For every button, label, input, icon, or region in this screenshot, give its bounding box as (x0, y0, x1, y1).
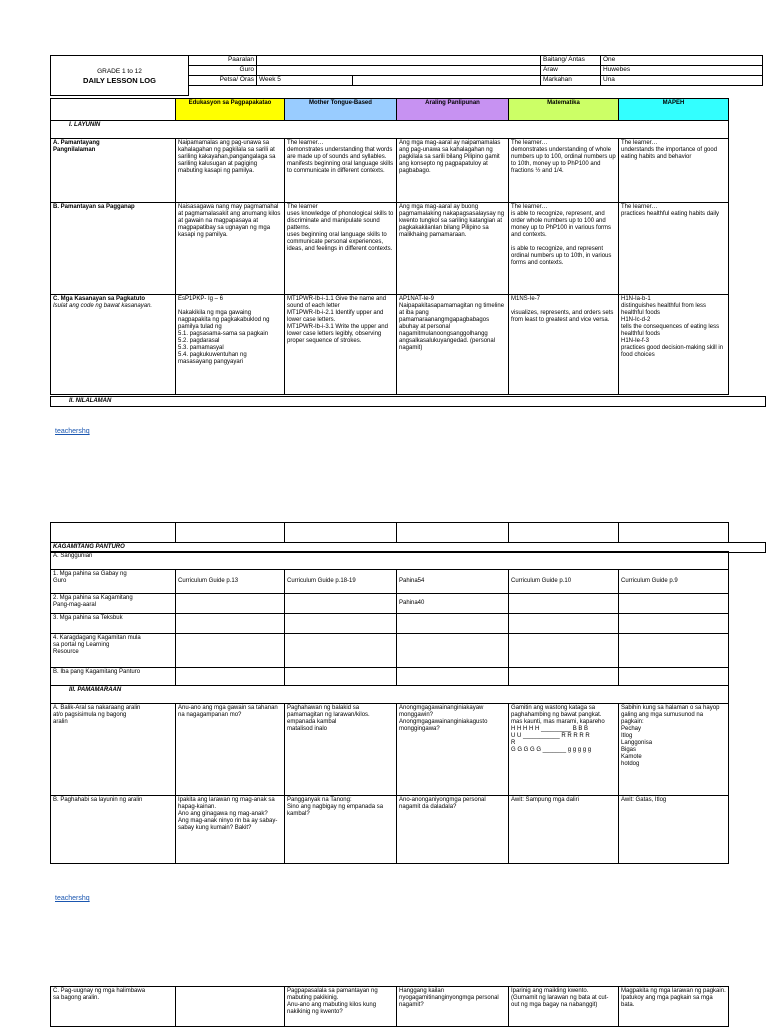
subject-header-row (51, 99, 729, 121)
markahan-value[interactable]: Una (601, 76, 763, 86)
cell-mtb[interactable] (285, 634, 397, 668)
table-row (51, 668, 729, 686)
table-row (51, 987, 729, 1027)
watermark-link[interactable]: teachershq (55, 895, 90, 902)
baitang-label: Baitang/ Antas (541, 56, 601, 66)
row-label: A. Balik-Aral sa nakaraang aralin at/o pagsisimula ng bagong aralin (51, 704, 176, 796)
araw-label: Araw (541, 66, 601, 76)
cell-mapeh[interactable]: Awit: Gatas, Itlog (619, 796, 729, 864)
subject-header-blank (51, 99, 176, 121)
cell-esp[interactable]: Anu-ano ang mga gawain sa tahanan na nagagampanan mo? (176, 704, 285, 796)
cell-mtb[interactable]: Curriculum Guide p.18-19 (285, 570, 397, 594)
cell-ap[interactable]: Pahina54 (397, 570, 509, 594)
cell-ap[interactable] (397, 634, 509, 668)
cell-math[interactable]: Awit: Sampung mga daliri (509, 796, 619, 864)
table-row (51, 570, 729, 594)
cell-math[interactable]: The learner… is able to recognize, represent, and order whole numbers up to 100 and money up to PhP100 in various forms and contexts. is able to recognize, and represent ordinal numbers up to 10th, in various forms and contexts. (509, 203, 619, 295)
cell-esp[interactable]: EsP1PKP- Ig – 6 Nakakikila ng mga gawaing nagpapakita ng pagkakabuklod ng pamilya tulad ng 5.1. pagsasama-sama sa pagkain 5.2. pagdarasal 5.3. pamamasyal 5.4. pagkukuwentuhan ng masasayang pangyayari (176, 295, 285, 395)
row-label: 1. Mga pahina sa Gabay ng Guro (51, 570, 176, 594)
grade-label: GRADE 1 to 12 (97, 68, 142, 76)
cell-ap[interactable]: AP1NAT-Ie-9 Naipapakitasapamamagitan ng timeline at iba pang pamamaraanangmgapagbabagos abuhay at personal nagamitmulanoongsanggolhangg angsalkasalukuyangedad. (personal nagamit) (397, 295, 509, 395)
header-blank (189, 86, 257, 96)
section-kagamitan: KAGAMITANG PANTURO (51, 543, 766, 553)
cell-esp[interactable] (176, 594, 285, 614)
cell-mtb[interactable] (285, 594, 397, 614)
cell-mapeh[interactable]: Magpakita ng mga larawan ng pagkain. Ipatukoy ang mga pagkain sa mga bata. (619, 987, 729, 1027)
watermark-link[interactable]: teachershq (55, 428, 90, 435)
cell-math[interactable] (509, 594, 619, 614)
cell-esp[interactable] (176, 614, 285, 634)
table-row (51, 614, 729, 634)
row-label: B. Paghahabi sa layunin ng aralin (51, 796, 176, 864)
guro-label: Guro (189, 66, 257, 76)
header-blank (353, 86, 541, 96)
header-table (50, 55, 763, 96)
guro-field[interactable] (257, 66, 541, 76)
cell-ap[interactable] (397, 668, 509, 686)
cell-ap[interactable]: Anongmgagawainanginiakayaw monggawin? Anongmgagawainanginiakagusto monggingawa? (397, 704, 509, 796)
table-row (51, 295, 729, 395)
cell-ap[interactable]: Ano-anonganiyongmga personal nagamit da daladala? (397, 796, 509, 864)
cell-esp[interactable]: Naipamamalas ang pag-unawa sa kahalagahan ng pagkilala sa sarili at sariling kakayahan,pangangalaga sa sariling kalusugan at pagiging mabuting kasapi ng pamilya. (176, 139, 285, 203)
cell-esp[interactable] (176, 987, 285, 1027)
cell-ap[interactable]: Hanggang kailan nyogagamitinanginyongmga personal nagamit? (397, 987, 509, 1027)
subject-mapeh: MAPEH (619, 99, 729, 121)
petsa-extra[interactable] (353, 76, 541, 86)
cell-mtb[interactable]: Paghahawan ng balakid sa pamamagitan ng larawan/kilos. empanada kambal matalisod inalo (285, 704, 397, 796)
cell-mapeh[interactable]: The learner… understands the importance of good eating habits and behavior (619, 139, 729, 203)
cell-mapeh[interactable] (619, 594, 729, 614)
paaralan-field[interactable] (257, 56, 541, 66)
cell-mtb[interactable]: The learner uses knowledge of phonological skills to discriminate and manipulate sound patterns. uses beginning oral language skills to communicate personal experiences, ideas, and feelings in different contexts. (285, 203, 397, 295)
cell-ap[interactable]: Ang mga mag-aaral ay naipamamalas ang pag-unawa sa kahalagahan ng pagkilala sa sarili bilang Pilipino gamit ang konsepto ng pagpapatuloy at pagbabago. (397, 139, 509, 203)
table-row (51, 704, 729, 796)
cell-mtb[interactable]: Pangganyak na Tanong: Sino ang nagbigay ng empanada sa kambal? (285, 796, 397, 864)
cell-math[interactable]: The learner… demonstrates understanding of whole numbers up to 100, ordinal numbers up to 10th, money up to PhP100 and fractions ½ and 1/4. (509, 139, 619, 203)
araw-value[interactable]: Huwebes (601, 66, 763, 76)
lesson-table-page1 (50, 98, 729, 395)
page-title: DAILY LESSON LOG (83, 76, 156, 86)
cell-math[interactable]: M1NS-Ie-7 visualizes, represents, and orders sets from least to greatest and vice versa. (509, 295, 619, 395)
cell-math[interactable] (509, 634, 619, 668)
cell-math[interactable] (509, 614, 619, 634)
section-nilalaman: II. NILALAMAN (51, 397, 766, 407)
blank-cell (51, 523, 176, 543)
cell-mapeh[interactable]: H1N-Ia-b-1 distinguishes healthful from less healthful foods H1N-Ic-d-2 tells the consequences of eating less healthful foods H1N-Ie-f-3 practices good decision-making skill in food choices (619, 295, 729, 395)
header-blank (541, 86, 601, 96)
blank-cell (619, 523, 729, 543)
sanggunian-label: A. Sanggunian (51, 552, 729, 570)
row-label-text: C. Mga Kasanayan sa Pagkatuto (53, 296, 146, 302)
subject-esp: Edukasyon sa Pagpapakatao (176, 99, 285, 121)
blank-cell (285, 523, 397, 543)
cell-esp[interactable] (176, 634, 285, 668)
subject-math: Matematika (509, 99, 619, 121)
cell-math[interactable] (509, 668, 619, 686)
header-title-cell (51, 56, 189, 96)
lesson-table-page3 (50, 986, 729, 1027)
cell-ap[interactable]: Ang mga mag-aaral ay buong pagmamalaking nakapagsasalaysay ng kwento tungkol sa sariling katangian at pagkakakilanlan bilang Pilipino sa malikhaing pamamaraan. (397, 203, 509, 295)
table-row (51, 139, 729, 203)
cell-mapeh[interactable]: The learner… practices healthful eating habits daily (619, 203, 729, 295)
pamamaraan-row (51, 686, 729, 704)
table-row (51, 594, 729, 614)
cell-math[interactable]: Gamitin ang wastong kataga sa paghahambing ng bawat pangkat. mas kaunti, mas marami, kapareho H H H H H _________ B B B U U ___________ R R R R R R G G G G G _______ g g g g g (509, 704, 619, 796)
cell-mapeh[interactable]: Curriculum Guide p.9 (619, 570, 729, 594)
blank-cell (397, 523, 509, 543)
cell-math[interactable]: Curriculum Guide p.10 (509, 570, 619, 594)
row-sublabel: Isulat ang code ng bawat kasanayan. (53, 303, 153, 309)
cell-ap[interactable] (397, 614, 509, 634)
table-row (51, 203, 729, 295)
paaralan-label: Paaralan (189, 56, 257, 66)
table-row (51, 796, 729, 864)
cell-esp[interactable]: Ipakita ang larawan ng mag-anak sa hapag-kainan. Ano ang ginagawa ng mag-anak? Ang mag-anak ninyo rin ba ay sabay-sabay kung kumain? Bakit? (176, 796, 285, 864)
cell-mtb[interactable]: MT1PWR-Ib-i-1.1 Give the name and sound of each letter MT1PWR-Ib-i-2.1 Identify upper and lower case letters. MT1PWR-Ib-i-3.1 Write the upper and lower case letters legibly, observing proper sequence of strokes. (285, 295, 397, 395)
row-label: 2. Mga pahina sa Kagamitang Pang-mag-aaral (51, 594, 176, 614)
blank-cell (176, 523, 285, 543)
row-label: 4. Karagdagang Kagamitan mula sa portal ng Learning Resource (51, 634, 176, 668)
table-row (51, 634, 729, 668)
row-label: C. Pag-uugnay ng mga halimbawa sa bagong aralin. (51, 987, 176, 1027)
cell-ap[interactable]: Pahina40 (397, 594, 509, 614)
markahan-label: Markahan (541, 76, 601, 86)
cell-mapeh[interactable]: Sabihin kung sa halaman o sa hayop galing ang mga sumusunod na pagkain: Pechay Itlog Langgonisa Bigas Kamote hotdog (619, 704, 729, 796)
cell-mapeh[interactable] (619, 614, 729, 634)
cell-mtb[interactable]: Pagpapasalala sa pamantayan ng mabuting pakikinig. Anu-ano ang mabuting kilos kung nakikinig ng kwento? (285, 987, 397, 1027)
cell-esp[interactable]: Naisasagawa nang may pagmamahal at pagmamalasakit ang anumang kilos at gawain na magpapasaya at magpapatibay sa ugnayan ng mga kasapi ng pamilya. (176, 203, 285, 295)
row-label: B. Iba pang Kagamitang Panturo (51, 668, 176, 686)
baitang-value[interactable]: One (601, 56, 763, 66)
layunin-row (51, 121, 729, 139)
nilalaman-band (50, 396, 766, 407)
header-blank (257, 86, 353, 96)
row-label: A. Pamantayang Pangnilalaman (51, 139, 176, 203)
cell-mapeh[interactable] (619, 634, 729, 668)
subject-ap: Araling Panlipunan (397, 99, 509, 121)
lesson-table-page2-top (50, 522, 729, 543)
petsa-label: Petsa/ Oras (189, 76, 257, 86)
lesson-table-page2 (50, 551, 729, 864)
section-layunin: I. LAYUNIN (51, 121, 729, 139)
cell-mtb[interactable]: The learner… demonstrates understanding that words are made up of sounds and syllables. manifests beginning oral language skills to communicate in different contexts. (285, 139, 397, 203)
blank-cell (509, 523, 619, 543)
cell-mapeh[interactable] (619, 668, 729, 686)
cell-esp[interactable]: Curriculum Guide p.13 (176, 570, 285, 594)
week-value[interactable]: Week 5 (257, 76, 353, 86)
row-label: B. Pamantayan sa Pagganap (51, 203, 176, 295)
cell-mtb[interactable] (285, 668, 397, 686)
cell-esp[interactable] (176, 668, 285, 686)
row-label (51, 295, 176, 395)
header-blank (601, 86, 763, 96)
cell-math[interactable]: Iparinig ang maikling kwento. (Gumamit ng larawan ng bata at cut-out ng mga bagay na nabanggit) (509, 987, 619, 1027)
subject-mtb: Mother Tongue-Based (285, 99, 397, 121)
cell-mtb[interactable] (285, 614, 397, 634)
row-label: 3. Mga pahina sa Teksbuk (51, 614, 176, 634)
section-pamamaraan: III. PAMAMARAAN (51, 686, 729, 704)
